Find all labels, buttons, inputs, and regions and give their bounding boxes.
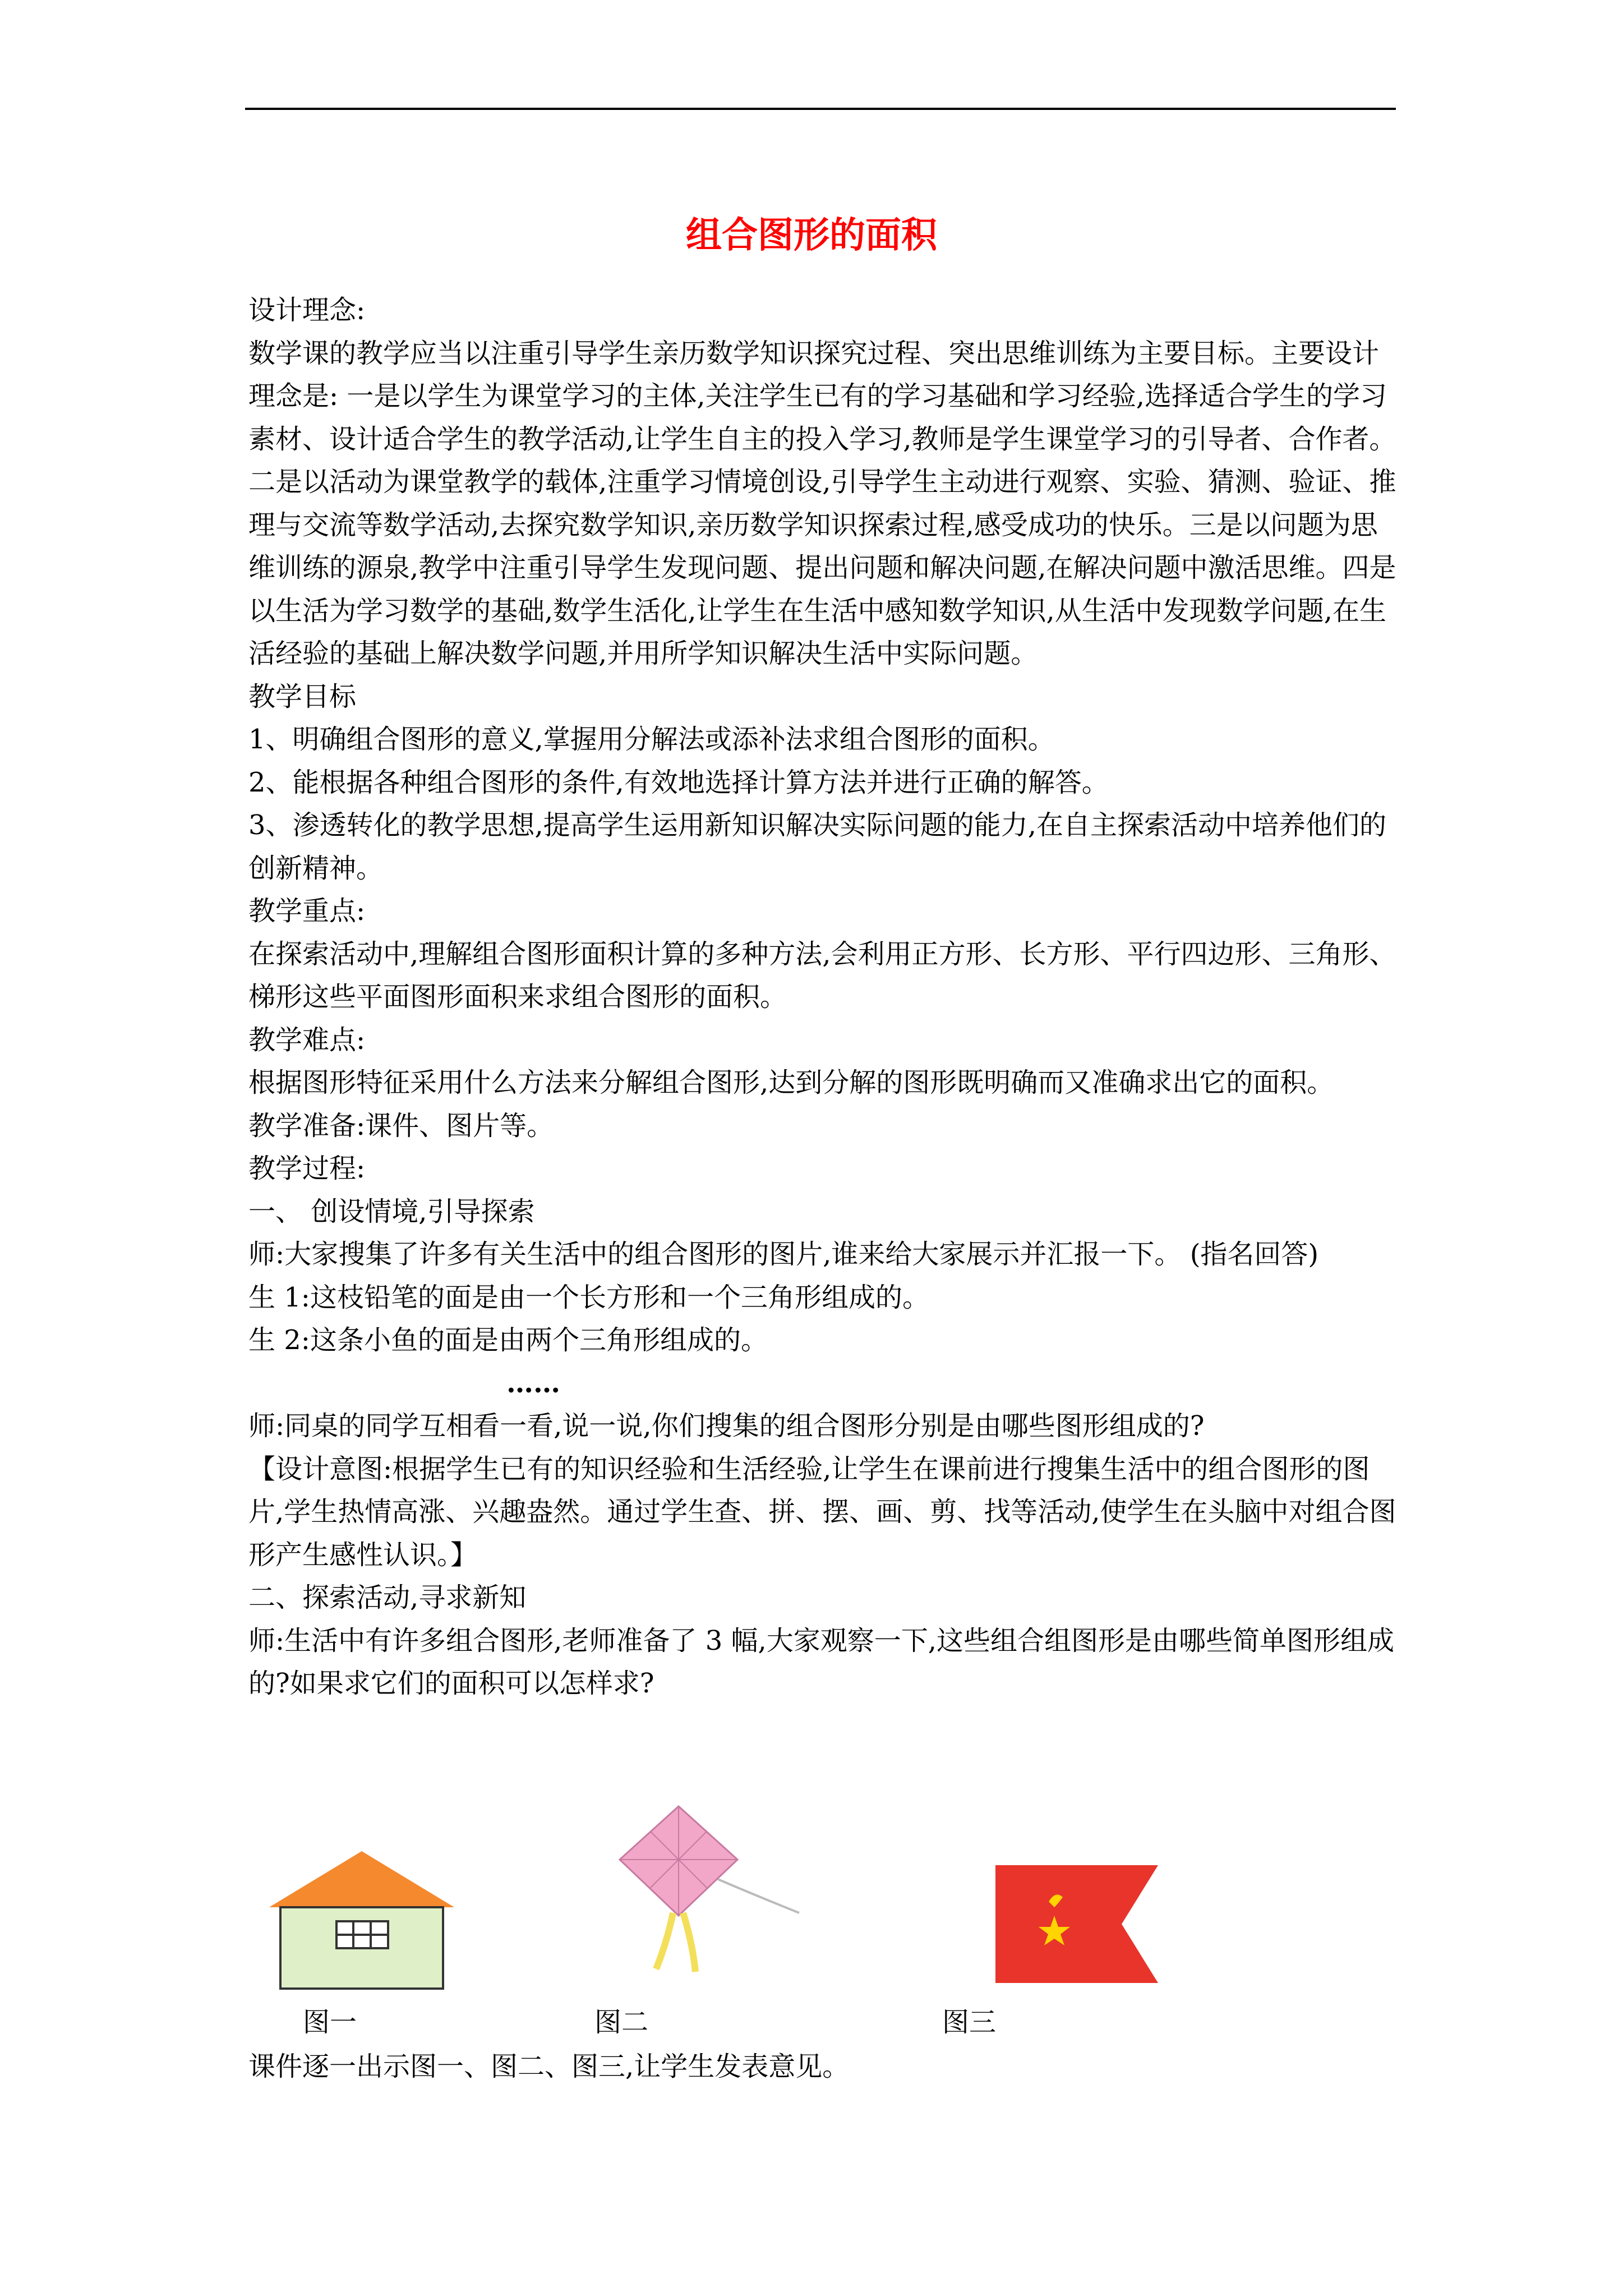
house-figure bbox=[264, 1846, 465, 1991]
list-item: 2、能根据各种组合图形的条件,有效地选择计算方法并进行正确的解答。 bbox=[248, 766, 1109, 798]
caption-figure-2: 图二 bbox=[594, 2007, 649, 2038]
paragraph: 数学课的教学应当以注重引导学生亲历数学知识探究过程、突出思维训练为主要目标。主要设计理念是: 一是以学生为课堂学习的主体,关注学生已有的学习基础和学习经验,选择适合学生的学习素材、设计适合学生的教学活动,让学生自主的投入学习,教师是学生课堂学习的引导者、合作者。二是以活动为课堂教学的载体,注重学习情境创设,引导学生主动进行观察、实验、猜测、验证、推理与交流等数学活动,去探究数学知识,亲历数学知识探索过程,感受成功的快乐。三是以问题为思维训练的源泉,教学中注重引导学生发现问题、提出问题和解决问题,在解决问题中激活思维。四是以生活为学习数学的基础,数学生活化,让学生在生活中感知数学知识,从生活中发现数学问题,在生活经验的基础上解决数学问题,并用所学知识解决生活中实际问题。 bbox=[248, 337, 1396, 669]
closing-paragraph: 课件逐一出示图一、图二、图三,让学生发表意见。 bbox=[248, 2051, 850, 2082]
window-icon bbox=[336, 1921, 388, 1948]
section-heading: 教学过程: bbox=[248, 1153, 366, 1184]
flag-figure bbox=[993, 1862, 1161, 1986]
list-item: 3、渗透转化的教学思想,提高学生运用新知识解决实际问题的能力,在自主探索活动中培养他们的创新精神。 bbox=[248, 809, 1387, 884]
caption-figure-1: 图一 bbox=[303, 2007, 357, 2038]
flag-body bbox=[995, 1865, 1158, 1983]
subsection-heading: 一、 创设情境,引导探索 bbox=[248, 1195, 535, 1227]
section-heading: 教学重点: bbox=[248, 895, 366, 927]
paragraph: 生 2:这条小鱼的面是由两个三角形组成的。 bbox=[248, 1324, 768, 1356]
design-intent-note: 【设计意图:根据学生已有的知识经验和生活经验,让学生在课前进行搜集生活中的组合图形的图片,学生热情高涨、兴趣盎然。通过学生查、拼、摆、画、剪、找等活动,使学生在头脑中对组合图形产生感性认识。】 bbox=[248, 1453, 1396, 1571]
document-body bbox=[248, 289, 1404, 1705]
section-heading: 教学目标 bbox=[248, 680, 357, 712]
section-heading: 教学难点: bbox=[248, 1024, 366, 1056]
header-rule bbox=[245, 108, 1396, 110]
paragraph: 在探索活动中,理解组合图形面积计算的多种方法,会利用正方形、长方形、平行四边形、三角形、梯形这些平面图形面积来求组合图形的面积。 bbox=[248, 938, 1396, 1013]
paragraph: 生 1:这枝铅笔的面是由一个长方形和一个三角形组成的。 bbox=[248, 1281, 929, 1313]
list-item: 1、明确组合图形的意义,掌握用分解法或添补法求组合图形的面积。 bbox=[248, 724, 1055, 755]
page-title: 组合图形的面积 bbox=[686, 215, 937, 256]
subsection-heading: 二、探索活动,寻求新知 bbox=[248, 1582, 527, 1613]
paragraph: 教学准备:课件、图片等。 bbox=[248, 1110, 554, 1142]
caption-figure-3: 图三 bbox=[942, 2007, 997, 2038]
paragraph: 师:同桌的同学互相看一看,说一说,你们搜集的组合图形分别是由哪些图形组成的? bbox=[248, 1410, 1205, 1442]
house-roof bbox=[269, 1851, 454, 1907]
section-heading: 设计理念: bbox=[248, 295, 366, 326]
paragraph: 师:大家搜集了许多有关生活中的组合图形的图片,谁来给大家展示并汇报一下。 (指名回答) bbox=[248, 1239, 1319, 1270]
ellipsis: …… bbox=[506, 1367, 560, 1399]
kite-string bbox=[718, 1879, 799, 1913]
paragraph: 师:生活中有许多组合图形,老师准备了 3 幅,大家观察一下,这些组合组图形是由哪些简单图形组成的?如果求它们的面积可以怎样求? bbox=[248, 1625, 1395, 1699]
paragraph: 根据图形特征采用什么方法来分解组合图形,达到分解的图形既明确而又准确求出它的面积。 bbox=[248, 1067, 1334, 1098]
kite-tail bbox=[656, 1913, 695, 1972]
kite-figure bbox=[611, 1801, 824, 1980]
